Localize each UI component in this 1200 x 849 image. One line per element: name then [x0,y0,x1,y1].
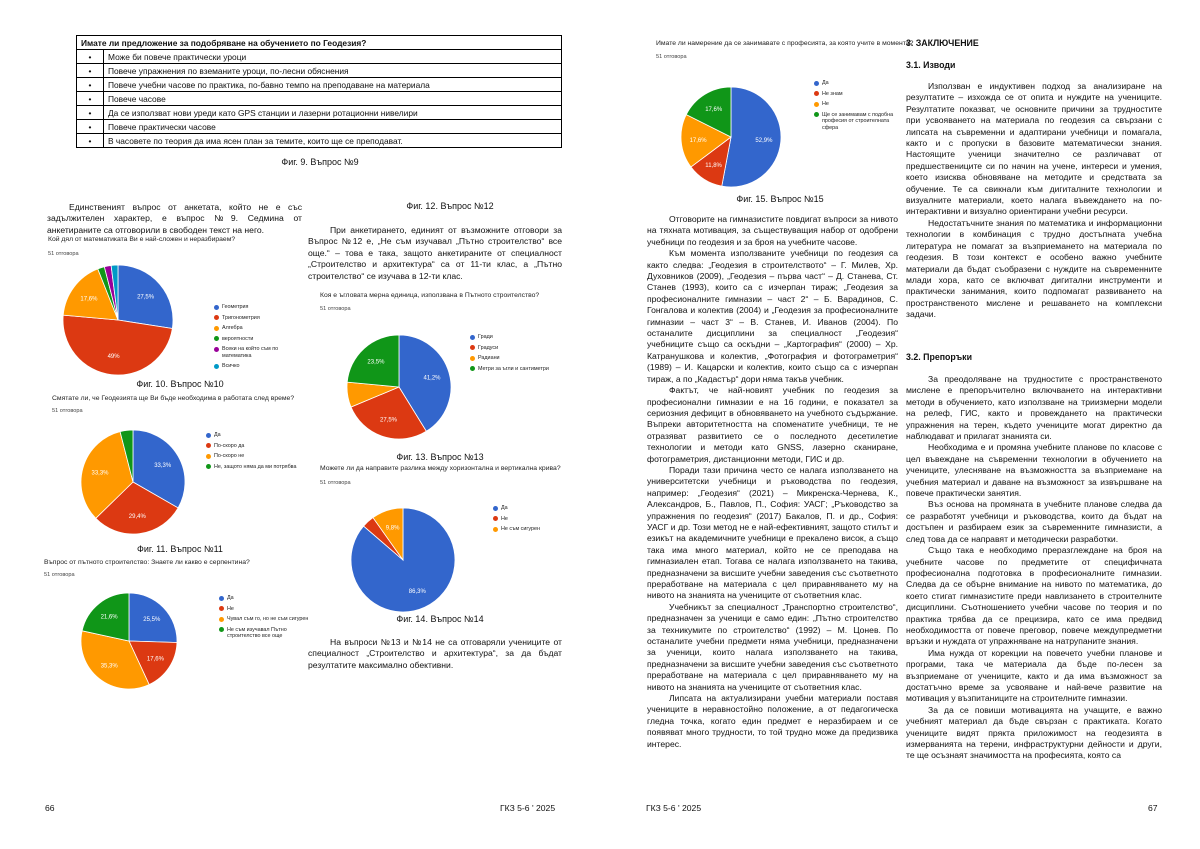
legend-swatch [214,315,219,320]
paragraph-q12: При анкетирането, единият от възможните отговори за Въпрос №12 е, „Не съм изучавал „Пътно строителство“ все още.“ – това е така, защото анкетираните от специалност „Строителство и архитектура“ са от 11-ти клас, а „Пътно строителство“ се изучава в 12-ти клас. [308,225,562,281]
legend-label: Всеки на който съм по математика [222,346,279,359]
fig10-caption: Фиг. 10. Въпрос №10 [136,379,224,389]
legend-label: Не [822,101,829,107]
pie-data-label: 23,5% [367,359,385,366]
pie-data-label: 33,3% [91,470,109,477]
legend-item [814,80,904,87]
q9-answer: В часовете по теория да има ясен план за темите, които ще се преподават. [104,134,562,148]
pie-data-label: 17,6% [689,138,707,144]
legend-swatch [470,356,475,361]
legend-swatch [214,326,219,331]
table-row: • Може би повече практически уроци [77,50,562,64]
legend-item [470,366,566,373]
legend-label: Геометрия [222,304,249,310]
legend-swatch [214,305,219,310]
legend-item [470,334,566,341]
pie-data-label: 11,8% [705,163,722,169]
legend-item [214,363,306,370]
pie-data-label: 41,2% [423,375,441,382]
legend-label: Чувал съм го, но не съм сигурен [227,616,309,622]
legend-label: По-скоро не [214,453,245,459]
legend-item [493,526,567,533]
legend-label: Да [822,80,829,86]
legend-label: Метри за ъгли и сантиметри [478,365,549,372]
chart-subtitle: 51 отговора [656,54,687,60]
pie-data-label: 17,6% [146,656,164,663]
chart-legend [470,334,566,376]
q9-answer: Повече упражнения по вземаните уроци, по-лесни обяснения [104,64,562,78]
right-page [600,0,1200,849]
q9-answer: Повече практически часове [104,120,562,134]
legend-swatch [493,527,498,532]
legend-item [470,345,566,352]
legend-swatch [219,627,224,632]
legend-item [214,346,306,359]
fig15-caption: Фиг. 15. Въпрос №15 [736,194,824,204]
q9-answers-table [76,35,562,148]
legend-item [814,91,904,98]
chart-q13 [318,292,568,440]
section-3-1-text [906,81,1162,321]
paragraph: Поради тази причина често се налага използването на университетски учебници и ръководства по геодезия, например: „Геодезия“ (2021) – Микренска-Чернева, К., Александров, Б., Павлов, П., София: УАСГ; „Ръководство за упражнения по геодезия“ (2017) Бакалов, П. и др., София: УАСГ и др. Този метод не е най-ефективният, защото стилът и езикът на академичните учебници е прекалено висок, а също така има много материал, който не се преподава на гимназиален етап. Тогава се налага използването на такива, предназначени за висшите учебни заведения със съответното преработване на материала с цел приравняването му на нивото на знанията на учениците от съответния клас. [647,464,898,601]
pie-svg [680,86,782,188]
fig9-caption: Фиг. 9. Въпрос №9 [281,157,359,167]
chart-subtitle: 51 отговора [48,251,79,257]
chart-title: Коя е ъгловата мерна единица, използвана в Пътното строителство? [320,292,540,299]
chart-subtitle: 51 отговора [44,572,75,578]
q9-answer: Повече учебни часове по практика, по-бавно темпо на преподаване на материала [104,78,562,92]
chart-q12 [42,559,312,691]
pie-svg [80,429,186,535]
chart-subtitle: 51 отговора [320,306,351,312]
pie-data-label: 35,3% [100,663,118,670]
paragraph: Фактът, че най-новият учебник по геодезия за професионални гимназии е на 16 години, е показател за сериозния дефицит в обновяването на учебното съдържание. Въпреки авторитетността на споменатите учебници, те не отразяват развитието се о последното десетилетие технологии и методи като GNSS, лазерно сканиране, фотограметрия, дистанционни методи, ГИС и др. [647,385,898,464]
legend-swatch [219,596,224,601]
legend-item [206,464,316,471]
pie-data-label: 25,5% [143,617,161,623]
chart-legend [219,595,311,644]
pie-svg [346,334,452,440]
legend-label: Градуси [478,344,499,351]
paragraph: Отговорите на гимназистите повдигат въпроси за нивото на тяхната мотивация, за съществуващия набор от одобрени учебници по геодезия и за броя на учебните часове. [647,214,898,247]
legend-swatch [814,91,819,96]
legend-item [493,505,567,512]
chart-title: Можете ли да направите разлика между хоризонтална и вертикална крива? [320,465,561,472]
legend-swatch [214,336,219,341]
paragraph: Използван е индуктивен подход за анализиране на резултатите – изхожда се от опита и нуждите на учениците. Резултатите показват, че основните причини за трудностите при усвояването на материала по геодезия са свързани с липсата на съвременни и адаптирани учебници и помагала, както и с пропуски в базовите математически знания. Настоящите ученици значително се различават от предшествениците си по начин на учене, интереси и умения, което изисква обновяване на методите и средствата за обучение. Те са свикнали към дигиталните технологии и визуалните материали, което налага въвеждането на по-интерактивни и визуално ориентирани учебни ресурси. [906,81,1162,217]
legend-label: По-скоро да [214,442,245,449]
legend-item [493,516,567,523]
legend-item [206,432,316,439]
legend-label: Не съм изучавал Пътно строителство все още [227,626,287,639]
page-number: 66 [45,803,55,813]
footer-journal: ГКЗ 5-6 ' 2025 [646,803,702,813]
table-row: • Да се използват нови уреди като GPS станции и лазерни ротационни нивелири [77,106,562,120]
pie-data-label: 86,3% [408,589,426,596]
legend-swatch [814,112,819,117]
pie-data-label: 52,9% [755,138,773,145]
chart-subtitle: 51 отговора [52,408,83,414]
legend-label: Не [501,515,508,522]
paragraph: Въз основа на промяната в учебните планове следва да се разработят учебници и ръководства, които да бъдат на достъпен и разбираем език за съвременните гимназисти, а след това да се направят и методически разработки. [906,499,1162,544]
chart-legend [814,80,904,135]
legend-swatch [206,454,211,459]
chart-title: Смятате ли, че Геодезията ще Ви бъде необходима в работата след време? [52,395,295,402]
table-row: • В часовете по теория да има ясен план за темите, които ще се преподават. [77,134,562,148]
main-text-column [647,214,898,750]
legend-item [214,315,306,322]
legend-swatch [219,606,224,611]
paragraph: Към момента използваните учебници по геодезия са както следва: „Геодезия в строителството“ – Г. Милев, Хр. Духовников (2009), „Геодезия – първа част“ – Д. Станева, Ст. Станев (1993), които са с изчерпан тираж; „Геодезия за професионалните гимназии – част 2“ – Б. Варадинов, С. Гонгалова и колектив (2004) и „Геодезия за професионалните гимназии – част 3“ – В. Станев, И. Иванов (2004). По останалите дисциплини за специалност „Геодезия“ учебниците също са оскъдни – „Картография“ (2000) – Хр. Катранушкова и колектив, „Фотография и фотограметрия“ (1989) – И. Кацарски и колектив, които също са с изчерпан тираж, а по „Кадастър“ дори няма такъв учебник. [647,248,898,384]
legend-label: Всичко [222,363,240,369]
pie-data-label: 17,6% [80,296,98,303]
legend-swatch [814,102,819,107]
legend-swatch [814,81,819,86]
chart-q14 [318,465,568,613]
section-3-2-title: 3.2. Препоръки [906,352,972,362]
legend-item [219,606,311,613]
legend-label: Да [227,595,234,601]
chart-title: Кой дял от математиката Ви е най-сложен и неразбираем? [48,236,236,243]
section-3-title: 3. ЗАКЛЮЧЕНИЕ [906,38,979,48]
legend-item [814,112,904,132]
pie-data-label: 17,6% [705,106,723,113]
table-row: • Повече часове [77,92,562,106]
legend-item [206,453,316,460]
paragraph: За преодоляване на трудностите с пространственото мислене е препоръчително включването на интерактивни методи в обучението, като използване на триизмерни модели на релеф, ГИС, както и провеждането на практически упражнения на терен, където учениците могат директно да наблюдават и прилагат знанията си. [906,374,1162,442]
legend-label: Да [501,505,508,511]
section-3-2-text [906,374,1162,762]
chart-legend [214,304,306,374]
table-row: • Повече учебни часове по практика, по-бавно темпо на преподаване на материала [77,78,562,92]
pie-svg [80,592,178,690]
legend-label: Не [227,605,234,612]
legend-item [214,325,306,332]
q9-answer: Повече часове [104,92,562,106]
legend-label: Алгебра [222,325,243,331]
legend-label: вероятности [222,335,254,342]
chart-subtitle: 51 отговора [320,480,351,486]
paragraph-q9: Единственият въпрос от анкетата, който не е със задължителен характер, е въпрос №9. Седмина от анкетираните са отговорили в свободен текст на него. [47,202,302,235]
paragraph: Необходима е и промяна учебните планове по класове с цел въвеждане на съвременни технологии в обучението на учениците, улесняване на възможността за възприемане на учебния материал и даване на възможност за извършване на повече практически занятия. [906,442,1162,499]
chart-title: Имате ли намерение да се занимавате с професията, за която учите в момента? [656,40,914,47]
fig11-caption: Фиг. 11. Въпрос №11 [137,544,223,554]
chart-title: Въпрос от пътното строителство: Знаете ли какво е серпентина? [44,559,250,566]
paragraph: Също така е необходимо преразглеждане на броя на учебните часове по предметите от специфичната професионална подготовка в професионалните гимназии. Следва да се обърне внимание на нивото по математика, до което стигат гимназистите преди навлизането в строителните дисциплини. Съотношението учебни часове по теория и по практика трябва да се прецизира, като се има предвид необходимостта от повече преговор, повече междупредметни връзки и нуждата от упражняване на натрупаните знания. [906,545,1162,647]
pie-data-label: 33,3% [154,462,172,469]
pie-data-label: 27,5% [137,294,155,301]
legend-label: Гради [478,334,493,340]
legend-label: Радиани [478,355,500,361]
legend-swatch [493,516,498,521]
paragraph: За да се повиши мотивацията на учащите, е важно учебният материал да бъде свързан с практиката. Когато учениците видят прякта приложимост на геодезията в измерванията на терени, инфраструктурни дейности и други, те ще осъзнаят значимостта на професията, която са [906,704,1162,761]
q9-table-header: Имате ли предложение за подобряване на обучението по Геодезия? [77,36,562,50]
legend-swatch [470,335,475,340]
legend-label: Не съм сигурен [501,526,540,532]
legend-label: Ще се занимавам с подобна професия от строителната сфера [822,111,894,131]
legend-swatch [470,366,475,371]
paragraph-q13-14: На въпроси №13 и №14 не са отговаряли учениците от специалност „Строителство и архитектура“, за да бъдат резултатите максимално обективни. [308,637,562,670]
legend-swatch [206,433,211,438]
legend-label: Не знам [822,90,843,97]
table-row: • Повече практически часове [77,120,562,134]
legend-item [219,616,311,623]
page-number: 67 [1148,803,1158,813]
chart-legend [206,432,316,474]
pie-data-label: 9,8% [385,525,400,532]
q9-answer: Да се използват нови уреди като GPS станции и лазерни ротационни нивелири [104,106,562,120]
legend-item [470,355,566,362]
q9-answer: Може би повече практически уроци [104,50,562,64]
legend-swatch [493,506,498,511]
legend-item [219,627,311,640]
legend-swatch [219,617,224,622]
legend-item [206,443,316,450]
legend-swatch [214,364,219,369]
legend-item [214,304,306,311]
section-3-1-title: 3.1. Изводи [906,60,956,70]
legend-item [814,101,904,108]
legend-label: Да [214,432,221,438]
table-row: • Повече упражнения по вземаните уроци, по-лесни обяснения [77,64,562,78]
legend-item [214,336,306,343]
legend-label: Не, защото няма да ми потрябва [214,463,297,470]
chart-q15 [654,40,914,188]
legend-label: Тригонометрия [222,314,260,321]
pie-data-label: 27,5% [379,417,398,424]
chart-q11 [50,395,312,537]
fig13-caption: Фиг. 13. Въпрос №13 [396,452,484,462]
pie-svg [62,264,174,376]
pie-data-label: 29,4% [128,514,146,520]
legend-swatch [470,345,475,350]
legend-swatch [206,443,211,448]
paragraph: Липсата на актуализирани учебни материали поставя учениците в неравностойно положение, а от педагогическа гледна точка, когато един предмет е неразбираем и се появяват много трудности, то той трудно може да предизвика интерес. [647,693,898,749]
paragraph: Учебникът за специалност „Транспортно строителство“, предназначен за ученици е само един: „Пътно строителство за техникумите по строителство“ (1992) – М. Цонев. По останалите учебни предмети няма учебници, предназначени за ученици, които налага използването на такива, предназначени за висшите учебни заведения със съответното преработване на материала с цел приравняването му на нивото на знанията на учениците от съответния клас. [647,601,898,692]
legend-swatch [206,464,211,469]
fig14-caption: Фиг. 14. Въпрос №14 [396,614,484,624]
pie-data-label: 21,6% [100,614,118,621]
legend-swatch [214,347,219,352]
footer-journal: ГКЗ 5-6 ' 2025 [500,803,556,813]
paragraph: Недостатъчните знания по математика и информационни технологии в комбинация с трудно достъпната учебна литература не помагат за възприемането на материала по геодезия. В този контекст е особено важно учебните материали да бъдат съобразени с нуждите на съвременните млади хора, като се включват дигитални инструменти и практически занимания, които подпомагат развиването на пространственото мислене и решаването на комплексни задачи. [906,217,1162,320]
pie-svg [350,507,456,613]
pie-data-label: 49% [107,354,120,360]
chart-legend [493,505,567,537]
legend-item [219,595,311,602]
chart-q10 [44,236,306,376]
fig12-caption: Фиг. 12. Въпрос №12 [406,201,494,211]
paragraph: Има нужда от корекции на повечето учебни планове и програми, така че материала да бъде по-лесен за възприемане от учениците, както и да има възможност за достатъчно време за усвояване и най-вече развитие на мотивация у възпитаниците на строителните гимназии. [906,647,1162,704]
